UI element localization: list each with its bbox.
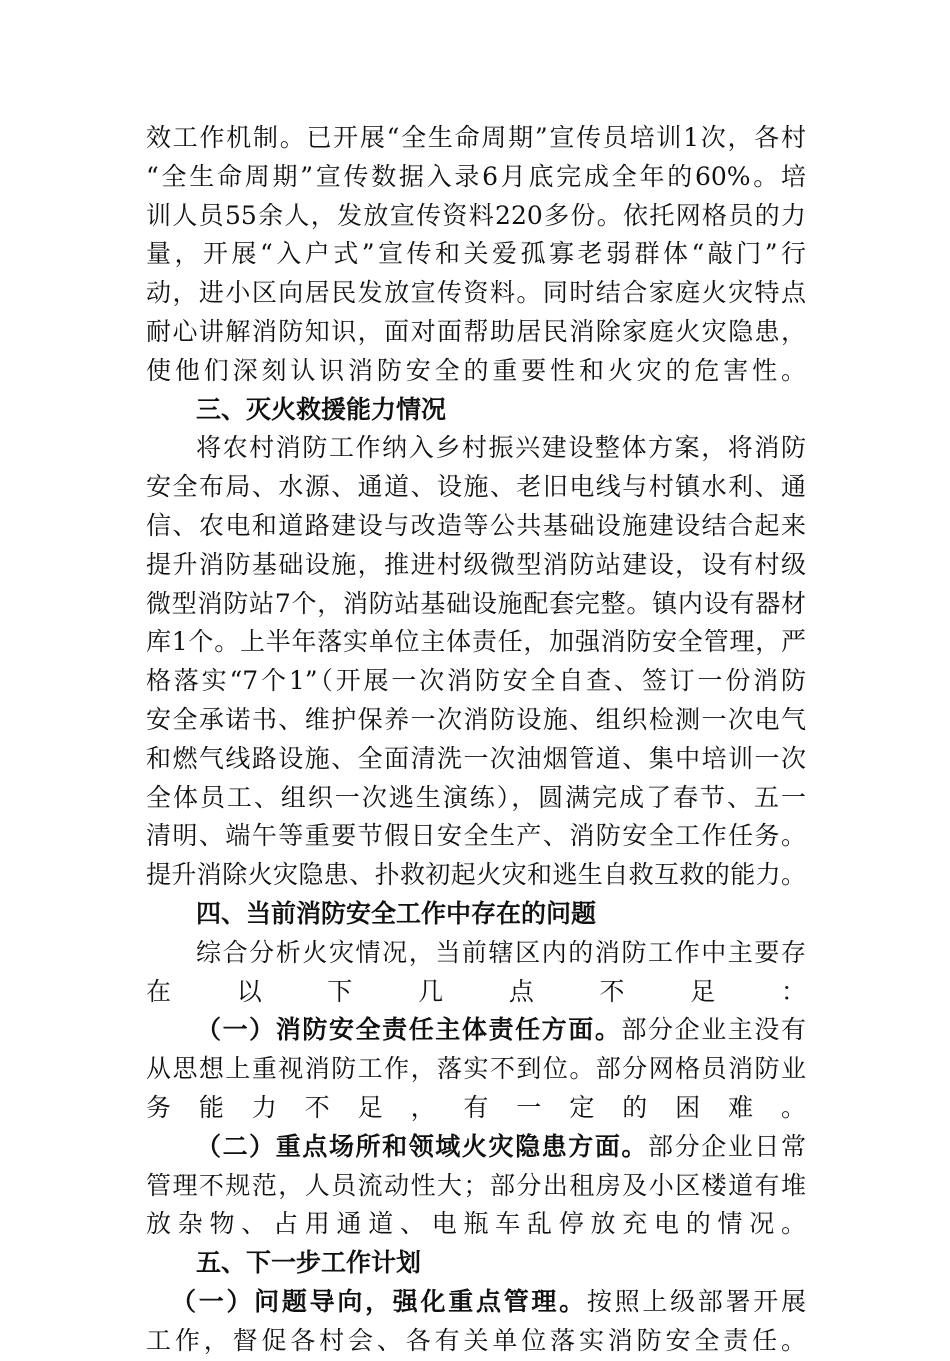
paragraph-issue-1	[146, 1011, 806, 1127]
text-line: 管理不规范，人员流动性大；部分出租房及小区楼道有堆	[146, 1170, 806, 1200]
paragraph-issue-2	[146, 1128, 806, 1244]
subheading-lead: （一）问题导向，强化重点管理。	[171, 1286, 587, 1316]
text-line: 在以下几点不足：	[146, 976, 806, 1006]
text-line: 格落实“7个1”（开展一次消防安全自查、签订一份消防	[146, 666, 806, 696]
text-line: 使他们深刻认识消防安全的重要性和火灾的危害性。	[146, 355, 806, 385]
text-segment: 部分企业主没有	[621, 1015, 806, 1045]
text-line: 全体员工、组织一次逃生演练），圆满完成了春节、五一	[146, 782, 806, 812]
paragraph-plan-1	[146, 1283, 806, 1361]
text-line: 训人员55余人，发放宣传资料220多份。依托网格员的力	[146, 200, 806, 230]
text-line: 提升消防基础设施，推进村级微型消防站建设，设有村级	[146, 549, 806, 579]
text-line: 动，进小区向居民发放宣传资料。同时结合家庭火灾特点	[146, 278, 806, 308]
text-line: 效工作机制。已开展“全生命周期”宣传员培训1次，各村	[146, 123, 806, 152]
document-body	[146, 119, 806, 1361]
section-heading-3: 三、灭火救援能力情况	[196, 394, 447, 424]
text-line: 提升消除火灾隐患、扑救初起火灾和逃生自救互救的能力。	[146, 860, 806, 890]
text-line	[146, 1283, 806, 1322]
section-heading-4: 四、当前消防安全工作中存在的问题	[196, 898, 597, 928]
text-line: 从思想上重视消防工作，落实不到位。部分网格员消防业	[146, 1054, 806, 1084]
text-line: 耐心讲解消防知识，面对面帮助居民消除家庭火灾隐患，	[146, 316, 806, 346]
subheading-lead: （二）重点场所和领域火灾隐患方面。	[196, 1131, 649, 1161]
section-heading-5: 五、下一步工作计划	[196, 1248, 422, 1278]
text-line: 综合分析火灾情况，当前辖区内的消防工作中主要存	[196, 937, 806, 967]
text-line	[146, 1011, 806, 1050]
text-line: 安全布局、水源、通道、设施、老旧电线与村镇水利、通	[146, 472, 806, 502]
text-line: 信、农电和道路建设与改造等公共基础设施建设结合起来	[146, 510, 806, 540]
text-line: “全生命周期”宣传数据入录6月底完成全年的60%。培	[146, 161, 806, 191]
text-line: 放杂物、占用通道、电瓶车乱停放充电的情况。	[146, 1209, 806, 1239]
text-line: 和燃气线路设施、全面清洗一次油烟管道、集中培训一次	[146, 743, 806, 773]
text-line: 清明、端午等重要节假日安全生产、消防安全工作任务。	[146, 821, 806, 851]
text-segment: 按照上级部署开展	[586, 1286, 806, 1316]
text-line: 将农村消防工作纳入乡村振兴建设整体方案，将消防	[196, 433, 806, 463]
subheading-lead: （一）消防安全责任主体责任方面。	[196, 1015, 622, 1045]
text-line: 安全承诺书、维护保养一次消防设施、组织检测一次电气	[146, 704, 806, 734]
text-line: 微型消防站7个，消防站基础设施配套完整。镇内设有器材	[146, 588, 806, 618]
paragraph-publicity	[146, 119, 806, 391]
paragraph-firefighting	[146, 429, 806, 895]
text-line	[146, 1128, 806, 1167]
paragraph-analysis	[146, 934, 806, 1012]
text-line: 工作，督促各村会、各有关单位落实消防安全责任。	[146, 1325, 806, 1355]
text-segment: 部分企业日常	[648, 1131, 806, 1161]
text-line: 库1个。上半年落实单位主体责任，加强消防安全管理，严	[146, 627, 806, 657]
text-line: 务能力不足，有一定的困难。	[146, 1092, 806, 1122]
text-line: 量，开展“入户式”宣传和关爱孤寡老弱群体“敲门”行	[146, 239, 806, 269]
